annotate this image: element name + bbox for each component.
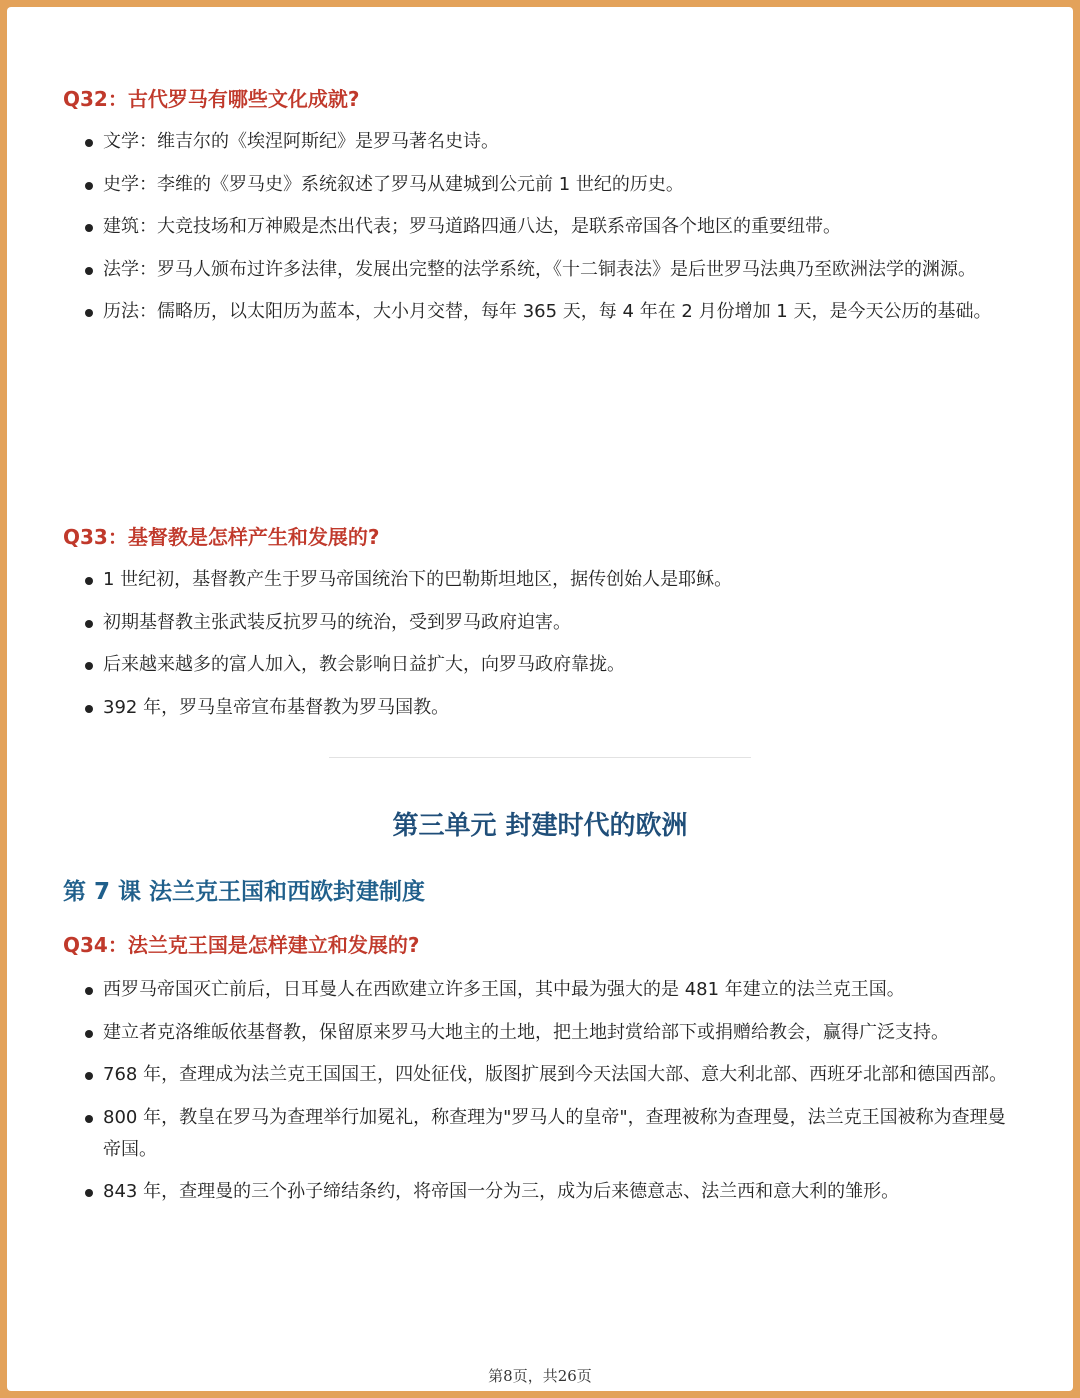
q32-list	[83, 126, 1021, 339]
list-item: 历法：儒略历，以太阳历为蓝本，大小月交替，每年 365 天，每 4 年在 2 月份增加 1 天，是今天公历的基础。	[83, 296, 1021, 328]
list-item: 法学：罗马人颁布过许多法律，发展出完整的法学系统，《十二铜表法》是后世罗马法典乃至欧洲法学的渊源。	[83, 254, 1021, 286]
q33-list	[83, 564, 1021, 734]
document-page	[7, 7, 1073, 1391]
section-divider	[329, 757, 751, 758]
list-item: 西罗马帝国灭亡前后，日耳曼人在西欧建立许多王国，其中最为强大的是 481 年建立的法兰克王国。	[83, 974, 1021, 1006]
page-number: 第8页，共26页	[488, 1367, 592, 1385]
list-item: 后来越来越多的富人加入，教会影响日益扩大，向罗马政府靠拢。	[83, 649, 1021, 681]
list-item: 建筑：大竞技场和万神殿是杰出代表；罗马道路四通八达，是联系帝国各个地区的重要纽带。	[83, 211, 1021, 243]
list-item: 文学：维吉尔的《埃涅阿斯纪》是罗马著名史诗。	[83, 126, 1021, 158]
lesson-title: 第 7 课 法兰克王国和西欧封建制度	[63, 879, 426, 905]
list-item: 768 年，查理成为法兰克王国国王，四处征伐，版图扩展到今天法国大部、意大利北部、西班牙北部和德国西部。	[83, 1059, 1021, 1091]
unit-title: 第三单元 封建时代的欧洲	[392, 811, 688, 841]
list-item: 初期基督教主张武装反抗罗马的统治，受到罗马政府迫害。	[83, 607, 1021, 639]
list-item: 1 世纪初，基督教产生于罗马帝国统治下的巴勒斯坦地区，据传创始人是耶稣。	[83, 564, 1021, 596]
q32-title: Q32：古代罗马有哪些文化成就?	[63, 87, 360, 111]
q33-title: Q33：基督教是怎样产生和发展的?	[63, 525, 380, 549]
q34-list	[83, 974, 1021, 1219]
list-item: 800 年，教皇在罗马为查理举行加冕礼，称查理为"罗马人的皇帝"，查理被称为查理曼，法兰克王国被称为查理曼帝国。	[83, 1102, 1021, 1166]
q34-title: Q34：法兰克王国是怎样建立和发展的?	[63, 933, 420, 957]
list-item: 史学：李维的《罗马史》系统叙述了罗马从建城到公元前 1 世纪的历史。	[83, 169, 1021, 201]
list-item: 843 年，查理曼的三个孙子缔结条约，将帝国一分为三，成为后来德意志、法兰西和意大利的雏形。	[83, 1176, 1021, 1208]
list-item: 建立者克洛维皈依基督教，保留原来罗马大地主的土地，把土地封赏给部下或捐赠给教会，赢得广泛支持。	[83, 1017, 1021, 1049]
list-item: 392 年，罗马皇帝宣布基督教为罗马国教。	[83, 692, 1021, 724]
